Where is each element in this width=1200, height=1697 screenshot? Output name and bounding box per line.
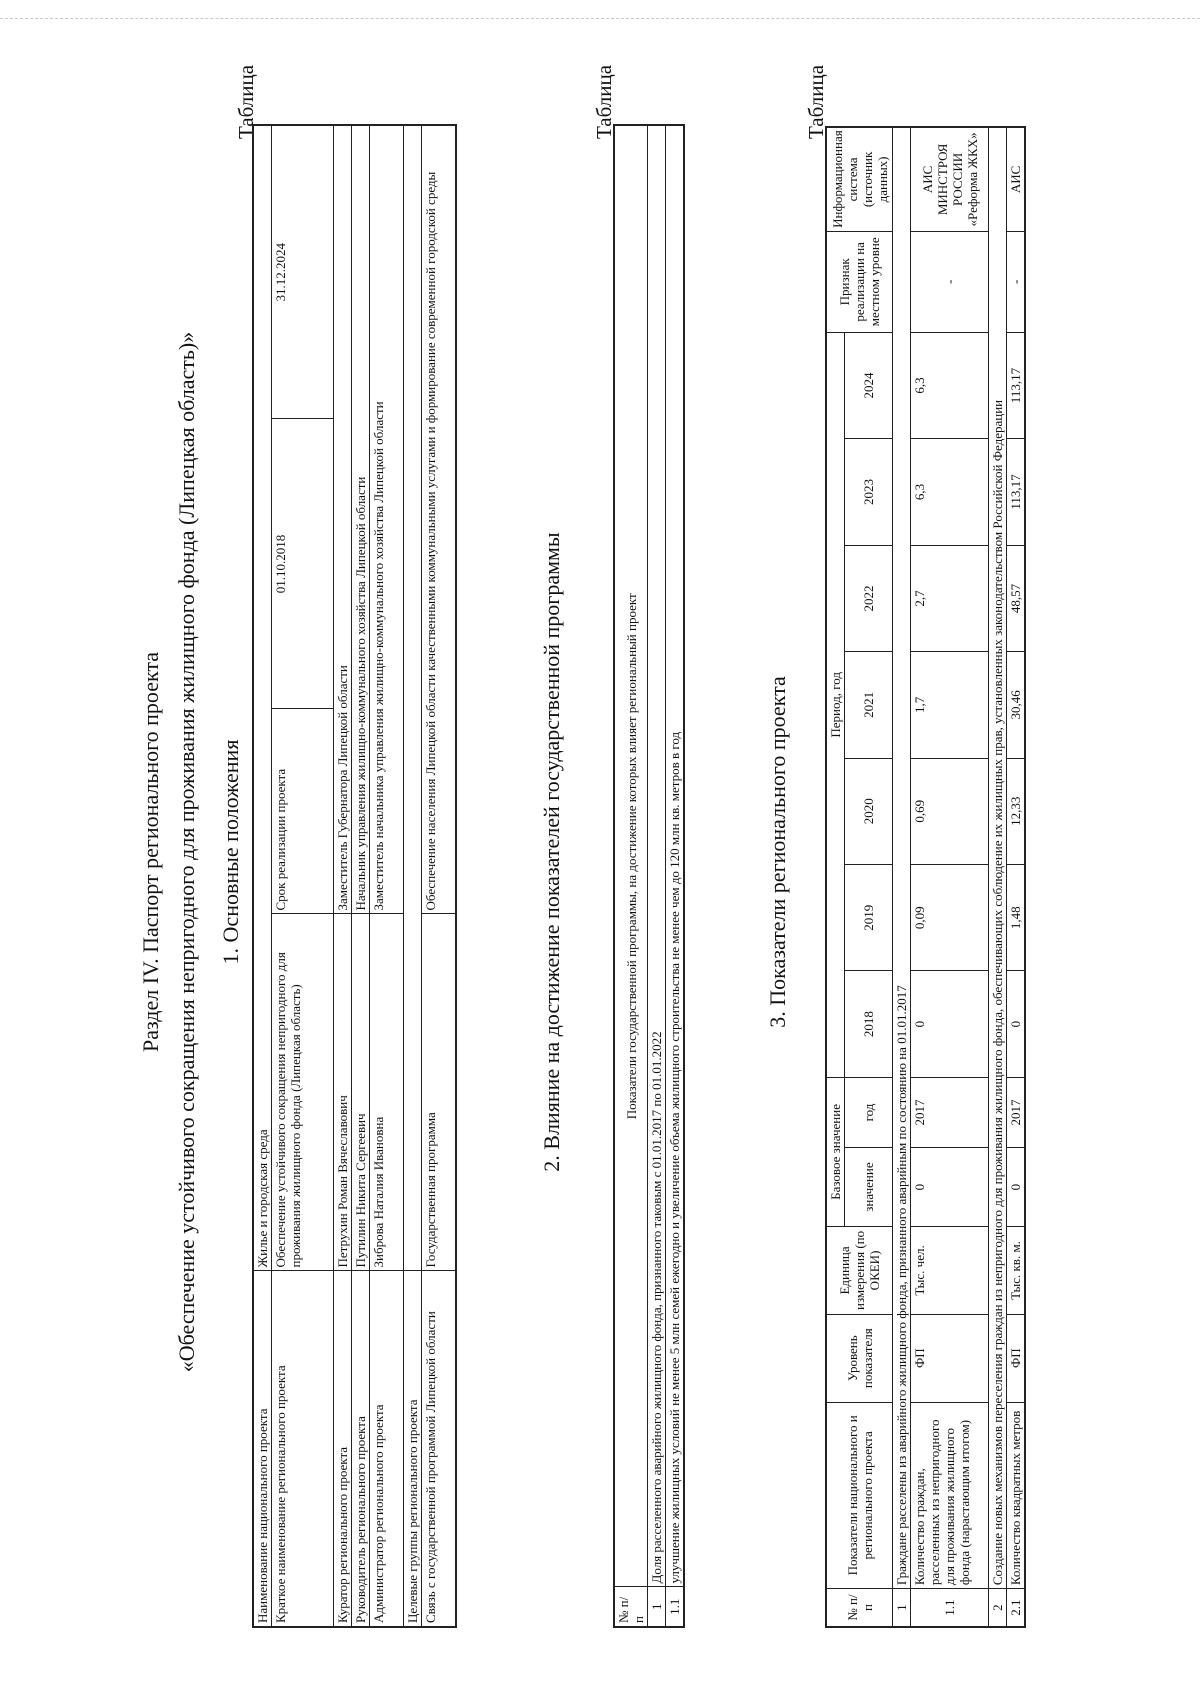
period-label: Срок реализации проекта [272, 709, 334, 914]
short-name-label: Краткое наименование регионального проекта [272, 1271, 334, 1627]
head-position: Начальник управления жилищно-коммунального хозяйства Липецкой области [352, 125, 370, 914]
table-row [614, 125, 648, 1627]
rotated-page [22, 62, 1102, 1642]
row-text: Доля расселенного аварийного жилищного фонда, признанного таковым с 01.01.2017 по 01.01.2022 [648, 125, 666, 1587]
col-base-value-header: значение [845, 1148, 893, 1227]
row-value: 1,7 [911, 652, 989, 758]
table-row [893, 127, 911, 1627]
table-row [272, 125, 334, 1627]
table-row [826, 127, 845, 1627]
row-num: 1.1 [666, 1587, 685, 1627]
col-indicator-header: Показатели государственной программы, на достижение которых влияет региональный проект [614, 125, 648, 1587]
national-name-label: Наименование национального проекта [253, 1271, 272, 1627]
row-value: 0,09 [911, 865, 989, 971]
section3-table-label: Таблица [804, 64, 828, 139]
row-info: АИС МИНСТРОЯ РОССИИ «Реформа ЖКХ» [911, 127, 989, 231]
scan-edge-line [0, 18, 1200, 19]
curator-position: Заместитель Губернатора Липецкой области [334, 125, 352, 914]
row-local: - [911, 231, 989, 332]
col-year-header: 2023 [845, 439, 893, 545]
head-value: Путилин Никита Сергеевич [352, 914, 370, 1271]
admin-label: Администратор регионального проекта [370, 1271, 404, 1627]
row-info: АИС [1007, 127, 1026, 231]
col-year-header: 2022 [845, 545, 893, 651]
section2-table-label: Таблица [592, 64, 616, 139]
table-row [352, 125, 370, 1627]
group-text: Граждане расселены из аварийного жилищного фонда, признанного аварийным по состоянию на 01.01.2017 [893, 127, 911, 1589]
table-row [253, 125, 272, 1627]
link-value: Государственная программа [422, 914, 456, 1271]
table-row [1007, 127, 1026, 1627]
section1-heading: 1. Основные положения [218, 739, 243, 965]
row-value: 30,46 [1007, 652, 1026, 758]
col-info-header: Информационная система (источник данных) [826, 127, 893, 231]
row-base-value: 0 [1007, 1148, 1026, 1227]
page-subtitle: «Обеспечение устойчивого сокращения непригодного для проживания жилищного фонда (Липецкая область)» [174, 331, 199, 1373]
row-value: 48,57 [1007, 545, 1026, 651]
basic-info-table [252, 124, 457, 1628]
section3-heading: 3. Показатели регионального проекта [765, 676, 790, 1028]
col-level-header: Уровень показателя [826, 1314, 893, 1402]
col-period-header: Период, год [826, 332, 845, 1077]
row-num: 2.1 [1007, 1589, 1026, 1627]
row-num: 1.1 [911, 1589, 989, 1627]
head-label: Руководитель регионального проекта [352, 1271, 370, 1627]
table-row [648, 125, 666, 1627]
period-start: 01.10.2018 [272, 419, 334, 709]
row-level: ФП [911, 1314, 989, 1402]
row-local: - [1007, 231, 1026, 332]
short-name-value: Обеспечение устойчивого сокращения непригодного для проживания жилищного фонда (Липецкая область) [272, 914, 334, 1271]
period-end: 31.12.2024 [272, 125, 334, 419]
link-desc: Обеспечение населения Липецкой области качественными коммунальными услугами и формирование современной городской среды [422, 125, 456, 914]
col-year-header: 2020 [845, 758, 893, 864]
col-unit-header: Единица измерения (по ОКЕИ) [826, 1227, 893, 1315]
row-value: 2,7 [911, 545, 989, 651]
table-row [989, 127, 1007, 1627]
table-row [370, 125, 404, 1627]
row-unit: Тыс. чел. [911, 1227, 989, 1315]
project-indicators-table [825, 126, 1026, 1628]
group-text: Создание новых механизмов переселения граждан из непригодного для проживания жилищного фонда, обеспечивающих соблюдение их жилищных прав, установленных законодательством Российской Федерации [989, 127, 1007, 1589]
row-value: 1,48 [1007, 865, 1026, 971]
link-label: Связь с государственной программой Липецкой области [422, 1271, 456, 1627]
row-level: ФП [1007, 1314, 1026, 1402]
col-base-year-header: год [845, 1077, 893, 1147]
row-text: улучшение жилищных условий не менее 5 млн семей ежегодно и увеличение объема жилищного строительства не менее чем до 120 млн кв. метров в год [666, 125, 685, 1587]
col-year-header: 2021 [845, 652, 893, 758]
row-value: 113,17 [1007, 439, 1026, 545]
page-title: Раздел IV. Паспорт регионального проекта [138, 651, 163, 1053]
row-value: 113,17 [1007, 332, 1026, 439]
col-base-header: Базовое значение [826, 1077, 845, 1226]
col-num-header: № п/п [826, 1589, 893, 1627]
row-value: 0,69 [911, 758, 989, 864]
row-base-year: 2017 [911, 1077, 989, 1147]
group-num: 2 [989, 1589, 1007, 1627]
table-row [334, 125, 352, 1627]
col-local-header: Признак реализации на местном уровне [826, 231, 893, 332]
row-num: 1 [648, 1587, 666, 1627]
col-year-header: 2019 [845, 865, 893, 971]
target-groups-label: Целевые группы регионального проекта [404, 1271, 422, 1627]
table-row [911, 127, 989, 1627]
col-indicator-header: Показатели национального и регионального проекта [826, 1402, 893, 1589]
row-value: 6,3 [911, 439, 989, 545]
row-unit: Тыс. кв. м. [1007, 1227, 1026, 1315]
curator-label: Куратор регионального проекта [334, 1271, 352, 1627]
col-year-header: 2024 [845, 332, 893, 439]
col-num-header: № п/п [614, 1587, 648, 1627]
row-base-year: 2017 [1007, 1077, 1026, 1147]
table-row [666, 125, 685, 1627]
admin-position: Заместитель начальника управления жилищно-коммунального хозяйства Липецкой области [370, 125, 404, 914]
row-indicator: Количество граждан, расселенных из непригодного для проживания жилищного фонда (нарастающим итогом) [911, 1402, 989, 1589]
row-value: 12,33 [1007, 758, 1026, 864]
section1-table-label: Таблица [234, 64, 258, 139]
national-name-value: Жилье и городская среда [253, 125, 272, 1271]
group-num: 1 [893, 1589, 911, 1627]
curator-value: Петрухин Роман Вячеславович [334, 914, 352, 1271]
target-groups-value [404, 125, 422, 1271]
col-year-header: 2018 [845, 971, 893, 1077]
admin-value: Зиброва Наталия Ивановна [370, 914, 404, 1271]
row-indicator: Количество квадратных метров [1007, 1402, 1026, 1589]
section2-heading: 2. Влияние на достижение показателей государственной программы [539, 532, 564, 1172]
row-value: 0 [1007, 971, 1026, 1077]
row-value: 6,3 [911, 332, 989, 439]
table-row [404, 125, 422, 1627]
row-base-value: 0 [911, 1148, 989, 1227]
table-row [422, 125, 456, 1627]
program-indicators-table [613, 124, 685, 1628]
row-value: 0 [911, 971, 989, 1077]
